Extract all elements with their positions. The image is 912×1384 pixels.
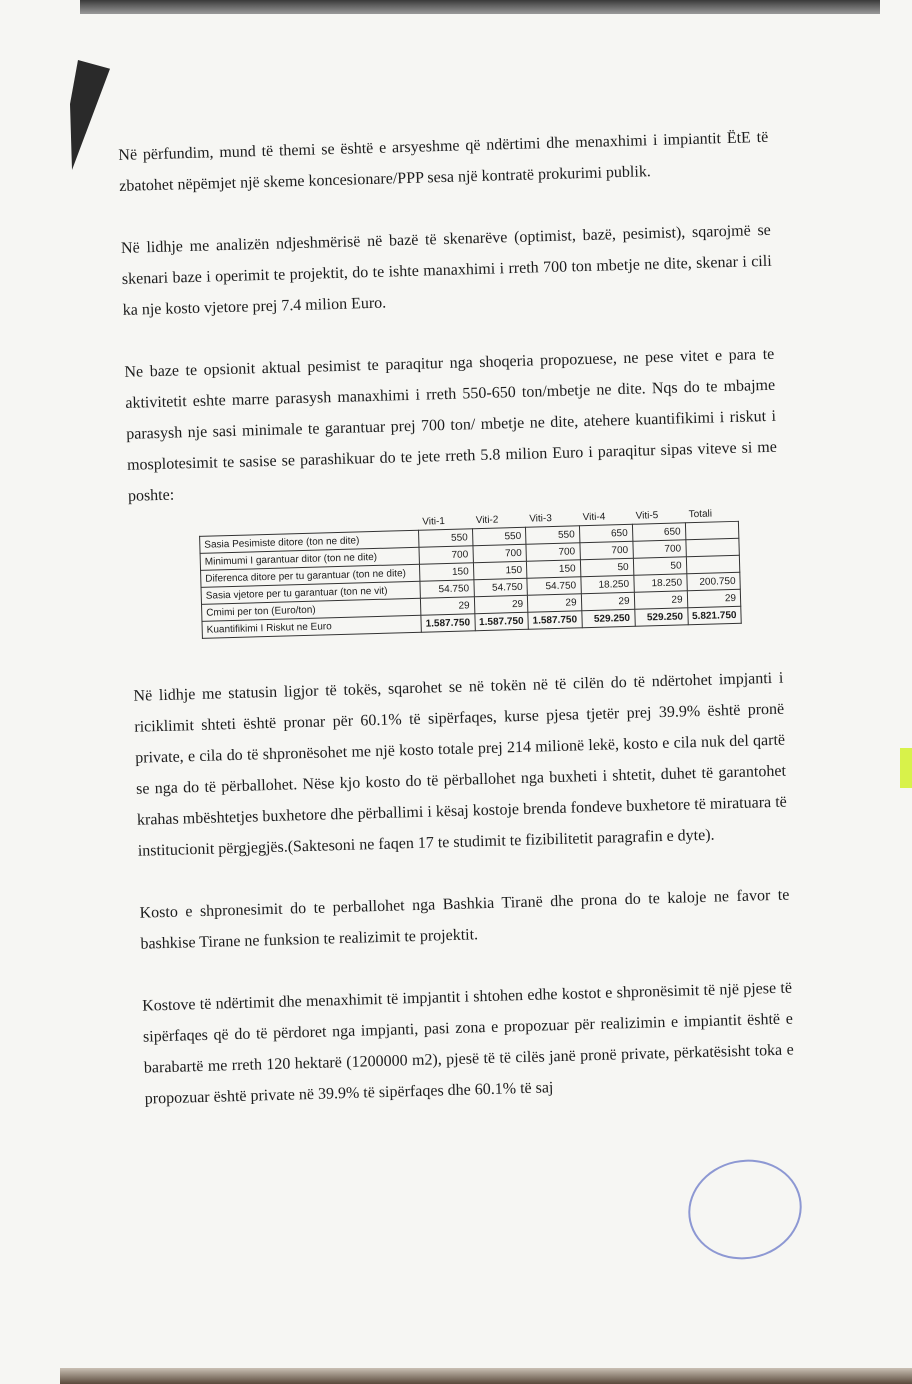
table-cell: 529.250: [581, 609, 634, 627]
scan-edge-top: [80, 0, 880, 14]
risk-table: [199, 505, 742, 639]
table-cell: 200.750: [686, 572, 740, 590]
table-cell: [686, 555, 740, 573]
column-header: Totali: [688, 508, 713, 520]
table-cell: 29: [527, 594, 581, 612]
sticky-note-edge: [900, 748, 912, 788]
table-cell: 650: [579, 524, 632, 542]
paragraph: Në përfundim, mund të themi se është e arsyeshme që ndërtimi dhe menaxhimi i impiantit ËtE të zbatohet nëpëmjet një skeme koncesionare/PPP sesa një kontratë prokurimi publik.: [118, 128, 769, 195]
table-cell: 700: [419, 546, 473, 564]
official-stamp: [679, 1149, 811, 1270]
table-cell: 18.250: [580, 575, 633, 593]
table-cell: 550: [525, 526, 579, 544]
table-cell: 54.750: [527, 577, 581, 595]
table-cell: 700: [472, 544, 526, 562]
table-cell: 1.587.750: [421, 614, 475, 632]
scan-edge-bottom: [60, 1368, 912, 1384]
row-label: Minimumi I garantuar ditor (ton ne dite): [200, 547, 419, 570]
document-body: [118, 122, 796, 1146]
table-cell: 700: [526, 543, 580, 561]
table-cell: 29: [634, 591, 687, 609]
row-label: Sasia vjetore per tu garantuar (ton ne vit): [201, 581, 420, 604]
paragraph: Në lidhje me statusin ligjor të tokës, sqarohet se në tokën në të cilën do të ndërtohet impjanti i riciklimit shteti është pronar për 60.1% të sipërfaqes, kurse pjesa tjetër prej 39.9% është pronë private, e cila do të shpronësohet me një kosto totale prej 214 milionë lekë, kosto e cila nuk del qartë se nga do të përballohet. Nëse kjo kosto do të përballohet nga buxheti i shtetit, duhet të garantohet krahas mbështetjes buxhetore dhe përballimi i kësaj kostoje brenda fondeve buxhetore të miratuara të institucionit përgjegjës.(Saktesoni ne faqen 17 te studimit te fizibilitetit paragrafin e dyte).: [133, 669, 787, 860]
column-header: Viti-2: [475, 514, 499, 526]
table-cell: 700: [579, 541, 632, 559]
table-cell: 150: [419, 563, 473, 581]
table-cell: 650: [632, 523, 685, 541]
table-cell: 5.821.750: [687, 606, 741, 624]
table-cell: 29: [420, 597, 474, 615]
row-label: Kuantifikimi I Riskut ne Euro: [202, 615, 421, 638]
scan-shadow: [70, 60, 110, 170]
table-cell: 700: [632, 540, 685, 558]
paragraph: Kosto e shpronesimit do te perballohet nga Bashkia Tiranë dhe prona do te kaloje ne favor te bashkise Tirane ne funksion te realizimit te projektit.: [139, 886, 790, 953]
table-cell: 54.750: [473, 578, 527, 596]
column-header: Viti-3: [529, 512, 552, 525]
table-cell: 550: [419, 529, 473, 547]
table-cell: 50: [633, 557, 686, 575]
table-cell: 29: [474, 595, 528, 613]
table-cell: 529.250: [634, 608, 687, 626]
paragraph: Kostove të ndërtimit dhe menaxhimit të impjantit i shtohen edhe kostot e shpronësimit të një pjese të sipërfaqes që do të përdoret nga impjanti, pasi zona e propozuar për realizimin e impiantit është e barabartë me rreth 120 hektarë (1200000 m2), pjesë të të cilës janë pronë private, përkatësisht toka e propozuar është private në 39.9% të sipërfaqes dhe 60.1% të saj: [141, 979, 794, 1108]
column-header: Viti-4: [582, 511, 606, 523]
table-cell: 550: [472, 527, 526, 545]
row-label: Sasia Pesimiste ditore (ton ne dite): [200, 530, 419, 553]
column-header: Viti-1: [422, 515, 446, 528]
table-cell: 54.750: [420, 580, 474, 598]
table-cell: 150: [526, 560, 580, 578]
table-cell: 50: [580, 558, 633, 576]
table-cell: 29: [687, 589, 741, 607]
paragraph: Në lidhje me analizën ndjeshmërisë në bazë të skenarëve (optimist, bazë, pesimist), sqarojmë se skenari baze i operimit te projektit, do te ishte manaxhimi i rreth 700 ton mbetje ne dite, skenar i cili ka nje kosto vjetore prej 7.4 milion Euro.: [120, 221, 772, 319]
table-cell: 1.587.750: [528, 611, 582, 629]
table-cell: 29: [581, 592, 634, 610]
paragraph: Ne baze te opsionit aktual pesimist te paraqitur nga shoqeria propozuese, ne pese vitet e para te aktivitetit eshte marre parasysh manaxhimi i rreth 550-650 ton/mbetje ne dite. Nqs do te mbajme parasysh nje sasi minimale te garantuar prej 700 ton/ mbetje ne dite, atehere kuantifikimi i riskut i mosplotesimit te sasise se parashikuar do te jete rreth 5.8 milion Euro i paraqitur sipas viteve si me poshte:: [124, 345, 778, 505]
table-cell: [685, 538, 739, 556]
table-cell: 18.250: [633, 574, 686, 592]
table-cell: 1.587.750: [474, 612, 528, 630]
table-cell: [685, 521, 739, 539]
column-header: Viti-5: [635, 509, 659, 522]
table-cell: 150: [473, 561, 527, 579]
row-label: Diferenca ditore per tu garantuar (ton ne dite): [201, 564, 420, 587]
row-label: Cmimi per ton (Euro/ton): [201, 598, 420, 621]
